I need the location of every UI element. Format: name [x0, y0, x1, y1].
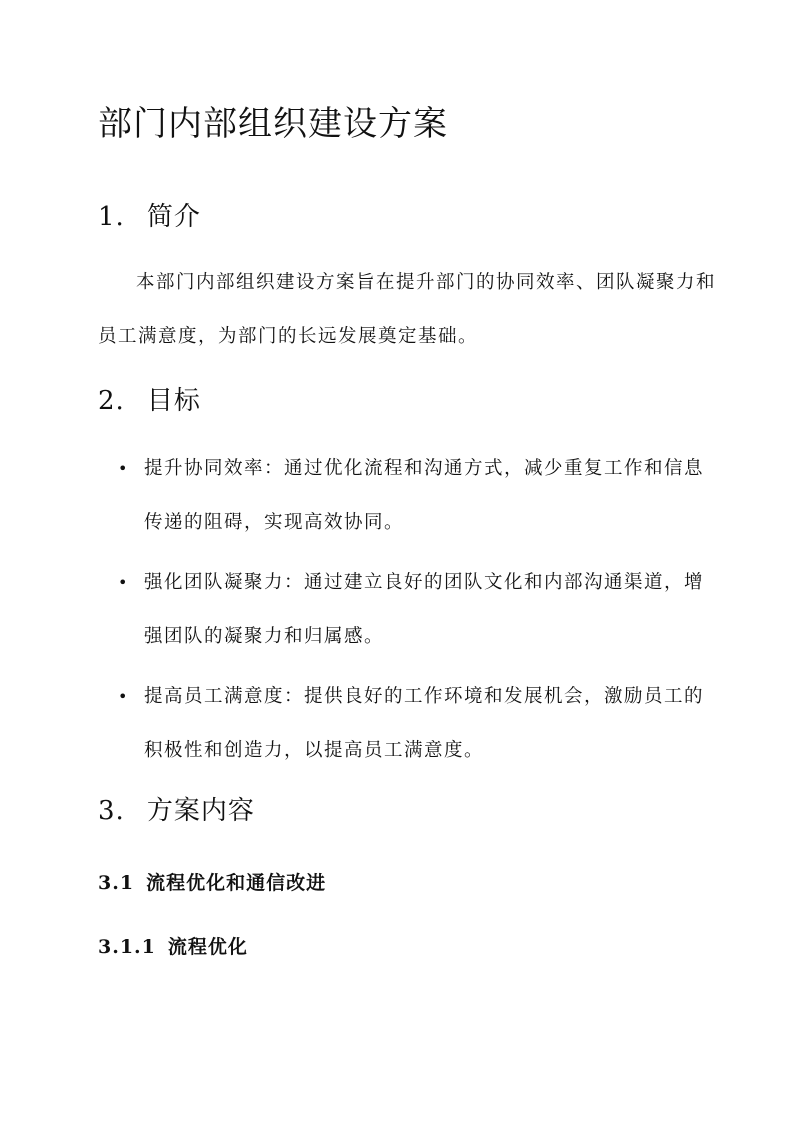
- document-title: 部门内部组织建设方案: [98, 104, 448, 144]
- subsection-heading-3-1: [98, 868, 326, 895]
- subsection-number: 3.1.1: [98, 936, 156, 958]
- section-number: 3.: [98, 796, 125, 826]
- bullet-icon: •: [118, 573, 129, 592]
- goal-item-2: [98, 556, 718, 664]
- subsection-number: 3.1: [98, 872, 135, 894]
- bullet-icon: •: [118, 459, 129, 478]
- subsection-heading-3-1-1: [98, 932, 248, 959]
- goal-text: 提高员工满意度：提供良好的工作环境和发展机会，激励员工的积极性和创造力，以提高员工满意度。: [144, 686, 705, 761]
- section-heading-intro: [98, 196, 201, 233]
- section-title: 目标: [146, 386, 201, 416]
- section-heading-content: [98, 790, 255, 827]
- section-title: 方案内容: [146, 796, 255, 826]
- section-heading-goals: [98, 380, 201, 417]
- bullet-icon: •: [118, 687, 129, 706]
- subsection-title: 流程优化和通信改进: [146, 872, 327, 894]
- section-number: 2.: [98, 386, 125, 416]
- subsection-title: 流程优化: [167, 936, 248, 958]
- section-number: 1.: [98, 202, 125, 232]
- intro-paragraph: 本部门内部组织建设方案旨在提升部门的协同效率、团队凝聚力和员工满意度，为部门的长远发展奠定基础。: [98, 272, 717, 347]
- section-title: 简介: [146, 202, 201, 232]
- goal-item-1: [98, 442, 718, 550]
- goal-text: 提升协同效率：通过优化流程和沟通方式，减少重复工作和信息传递的阻碍，实现高效协同。: [144, 458, 705, 533]
- goals-list: [98, 442, 718, 784]
- goal-item-3: [98, 670, 718, 778]
- goal-text: 强化团队凝聚力：通过建立良好的团队文化和内部沟通渠道，增强团队的凝聚力和归属感。: [144, 572, 705, 647]
